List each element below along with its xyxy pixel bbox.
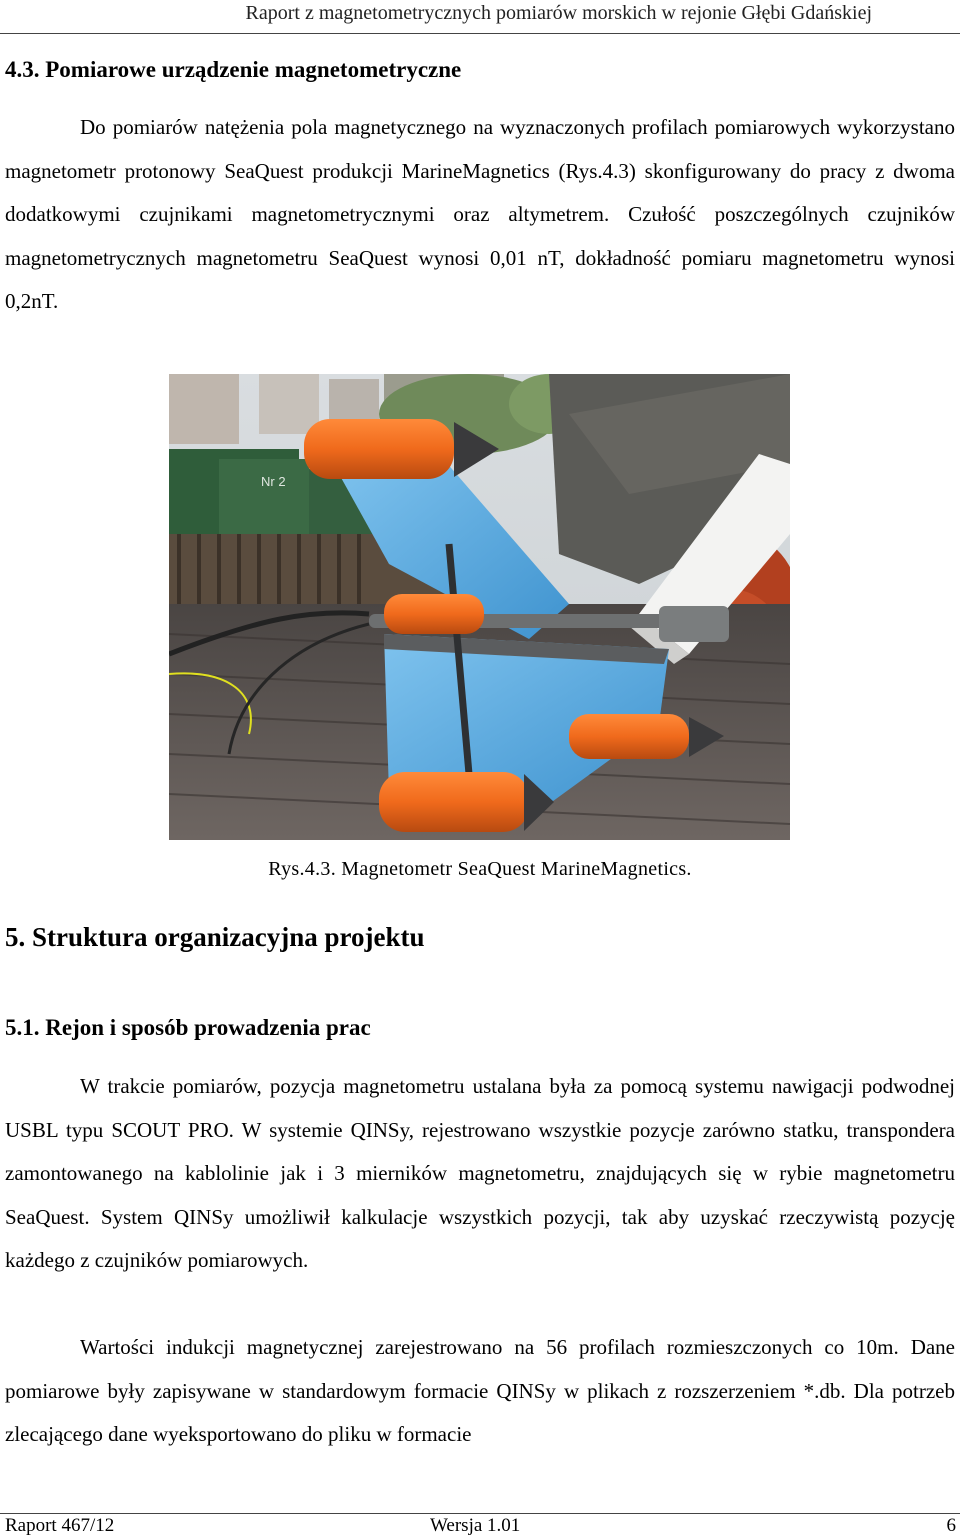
running-title: Raport z magnetometrycznych pomiarów morskich w rejonie Głębi Gdańskiej	[245, 2, 872, 24]
heading-5: 5. Struktura organizacyjna projektu	[5, 922, 425, 952]
heading-5-1: 5.1. Rejon i sposób prowadzenia prac	[5, 1015, 371, 1040]
version-label: Wersja 1.01	[430, 1515, 521, 1536]
page-header	[0, 0, 960, 33]
magnetometer-photo	[169, 374, 790, 840]
page-footer	[0, 1513, 960, 1537]
paragraph-positioning: W trakcie pomiarów, pozycja magnetometru ustalana była za pomocą systemu nawigacji podwodnej USBL typu SCOUT PRO. W systemie QINSy, rejestrowano wszystkie pozycje zarówno statku, transpondera zamontowanego na kablolinie jak i 3 mierników magnetometru, znajdujących się w rybie magnetometru SeaQuest. System QINSy umożliwił kalkulacje wszystkich pozycji, tak aby uzyskać rzeczywistą pozycję każdego z czujników pomiarowych.	[5, 1074, 955, 1272]
container-number-label: Nr 2	[261, 474, 286, 489]
figure-caption	[0, 858, 960, 881]
page-number: 6	[946, 1515, 956, 1536]
figure-caption-text: Rys.4.3. Magnetometr SeaQuest MarineMagnetics.	[268, 858, 692, 880]
header-rule	[0, 33, 960, 34]
heading-4-3: 4.3. Pomiarowe urządzenie magnetometryczne	[5, 57, 462, 82]
report-number: Raport 467/12	[5, 1515, 115, 1536]
paragraph-data-recording: Wartości indukcji magnetycznej zarejestrowano na 56 profilach rozmieszczonych co 10m. Dane pomiarowe były zapisywane w standardowym formacie QINSy w plikach z rozszerzeniem *.db. Dla potrzeb zlecającego dane wyeksportowano do pliku w formacie	[5, 1335, 955, 1446]
footer-rule	[0, 1513, 960, 1514]
paragraph-magnetometer-description: Do pomiarów natężenia pola magnetycznego na wyznaczonych profilach pomiarowych wykorzystano magnetometr protonowy SeaQuest produkcji MarineMagnetics (Rys.4.3) skonfigurowany do pracy z dwoma dodatkowymi czujnikami magnetometrycznymi oraz altymetrem. Czułość poszczególnych czujników magnetometrycznych magnetometru SeaQuest wynosi 0,01 nT, dokładność pomiaru magnetometru wynosi 0,2nT.	[5, 115, 955, 313]
